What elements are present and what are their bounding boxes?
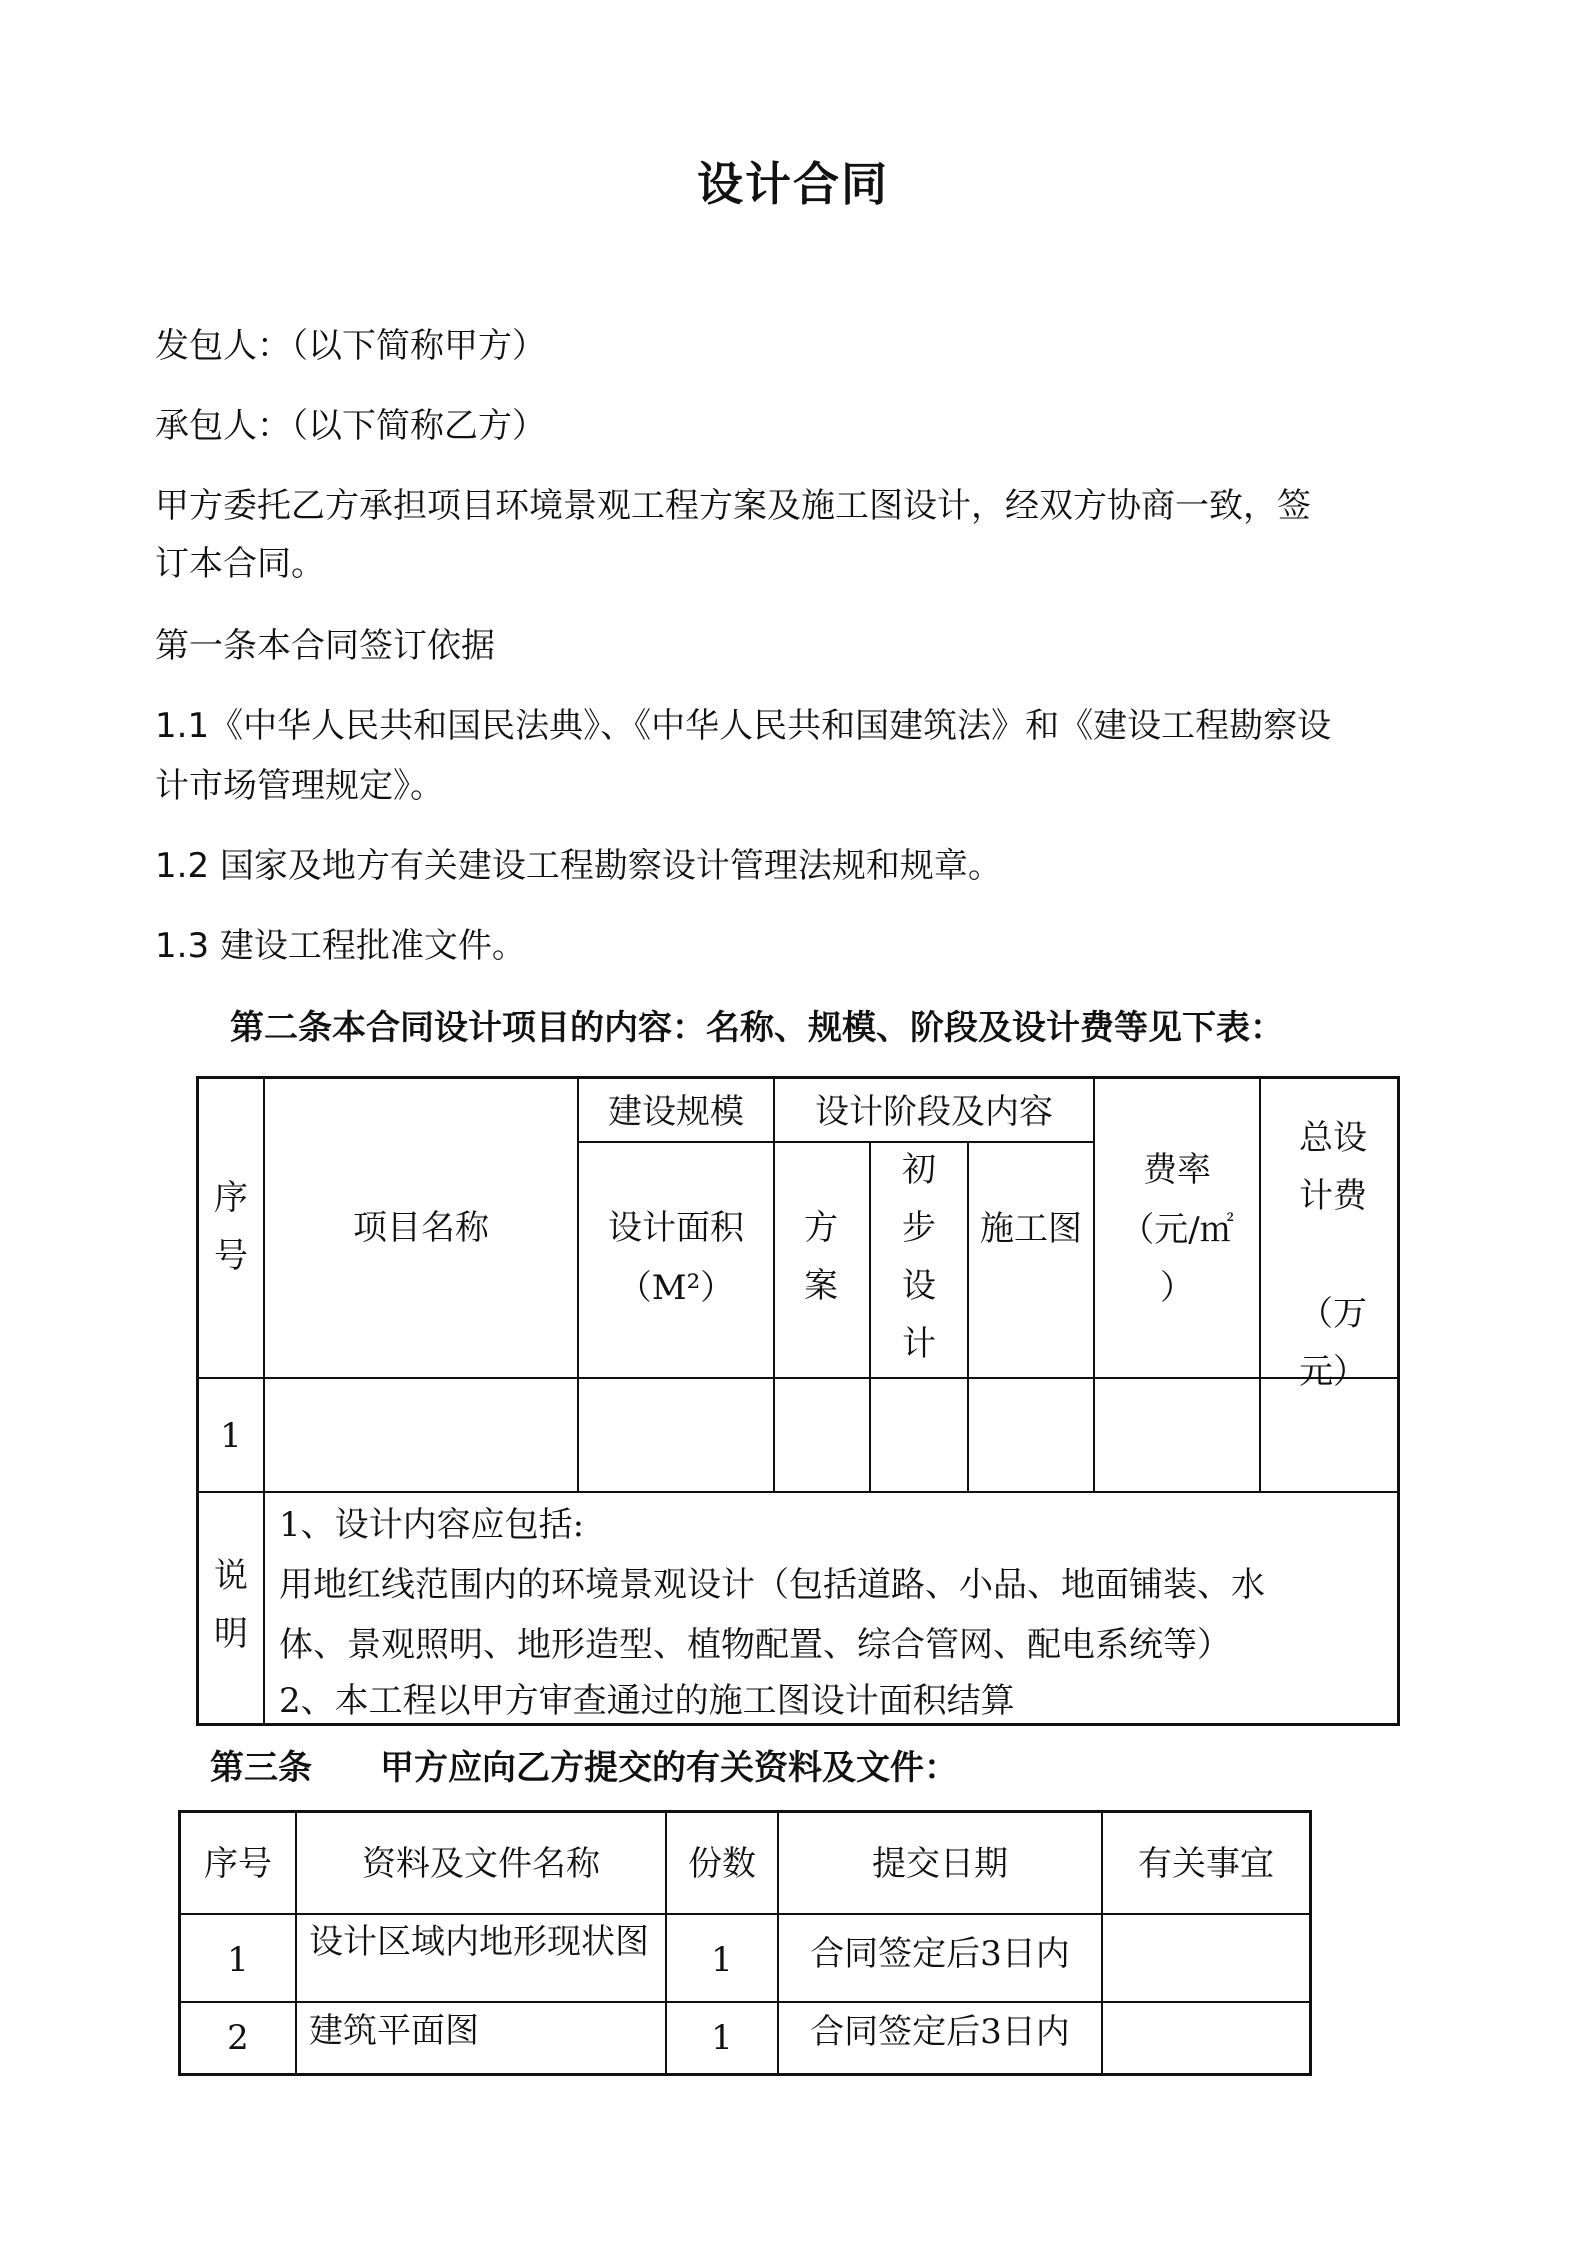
article-3-heading: 甲方应向乙方提交的有关资料及文件： (380, 1748, 958, 1788)
clause-1-2: 1.2 国家及地方有关建设工程勘察设计管理法规和规章。 (155, 846, 1002, 886)
col-stage-header: 设计阶段及内容 (815, 1092, 1053, 1132)
col-prelim-header: 初 步 设 计 (902, 1150, 936, 1364)
article-1-heading: 第一条本合同签订依据 (155, 626, 495, 666)
t2-row-1-seq: 1 (227, 1940, 249, 1980)
article-2-heading: 第二条本合同设计项目的内容：名称、规模、阶段及设计费等见下表： (230, 1008, 1284, 1048)
t2-header-name: 资料及文件名称 (362, 1844, 600, 1884)
t2-row-2-copies: 1 (711, 2018, 733, 2058)
row-1-seq: 1 (220, 1416, 242, 1456)
t2-header-date: 提交日期 (872, 1844, 1008, 1884)
article-3-label: 第三条 (210, 1748, 312, 1788)
col-name-header: 项目名称 (353, 1208, 489, 1248)
note-line-2: 用地红线范围内的环境景观设计（包括道路、小品、地面铺装、水 (279, 1565, 1265, 1605)
page-title: 设计合同 (697, 157, 889, 211)
col-total-header: 总设计费 (1299, 1118, 1367, 1216)
col-area-unit: （M²） (617, 1268, 735, 1308)
t2-header-notes: 有关事宜 (1138, 1844, 1274, 1884)
col-seq-header: 序 号 (214, 1178, 248, 1276)
clause-1-1-line-1: 1.1《中华人民共和国民法典》、《中华人民共和国建筑法》和《建设工程勘察设 (155, 706, 1332, 746)
t2-header-copies: 份数 (688, 1844, 756, 1884)
t2-row-1-copies: 1 (711, 1940, 733, 1980)
col-rate-header: 费率 (1143, 1150, 1211, 1190)
col-total-unit: （万元） (1299, 1294, 1367, 1392)
note-line-3: 体、景观照明、地形造型、植物配置、综合管网、配电系统等） (279, 1625, 1231, 1665)
col-rate-unit-close: ） (1160, 1268, 1194, 1308)
documents-table (178, 1810, 1312, 2076)
intro-line-2: 订本合同。 (155, 544, 325, 584)
t2-header-seq: 序号 (204, 1844, 272, 1884)
design-project-table (196, 1076, 1400, 1726)
t2-row-2-date: 合同签定后3日内 (810, 2012, 1070, 2052)
col-scale-header: 建设规模 (608, 1092, 744, 1132)
col-construct-header: 施工图 (980, 1209, 1082, 1249)
note-line-1: 1、设计内容应包括: (279, 1505, 585, 1545)
party-b-line: 承包人：（以下简称乙方） (155, 406, 546, 446)
note-label: 说 明 (214, 1556, 248, 1654)
col-scheme-header: 方 案 (804, 1208, 838, 1306)
clause-1-1-line-2: 计市场管理规定》。 (155, 766, 444, 806)
note-line-4: 2、本工程以甲方审查通过的施工图设计面积结算 (279, 1681, 1015, 1721)
party-a-line: 发包人：（以下简称甲方） (155, 326, 546, 366)
col-rate-unit: （元/㎡ (1120, 1210, 1234, 1250)
t2-row-1-date: 合同签定后3日内 (810, 1934, 1070, 1974)
t2-row-2-name: 建筑平面图 (309, 2011, 479, 2051)
col-area-header: 设计面积 (608, 1208, 744, 1248)
t2-row-2-seq: 2 (227, 2018, 249, 2058)
intro-line-1: 甲方委托乙方承担项目环境景观工程方案及施工图设计，经双方协商一致，签 (155, 486, 1311, 526)
clause-1-3: 1.3 建设工程批准文件。 (155, 926, 526, 966)
t2-row-1-name: 设计区域内地形现状图 (309, 1922, 649, 1962)
